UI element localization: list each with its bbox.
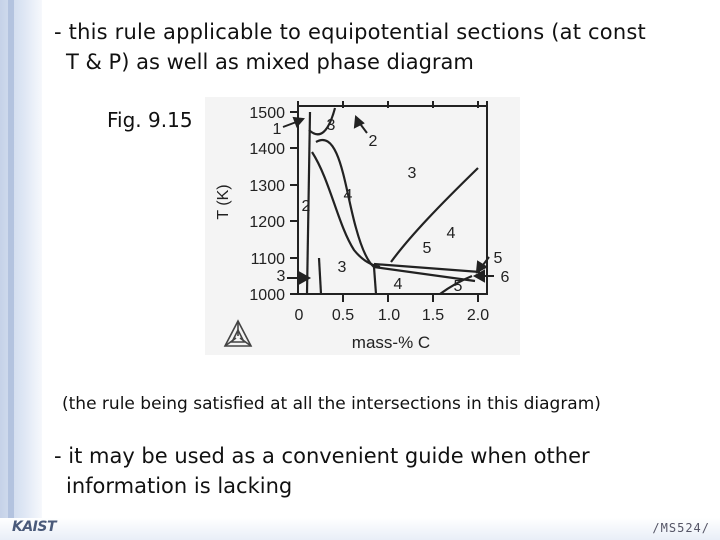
region-label-3-right: 3 (407, 165, 417, 182)
y-tick-1400: 1400 (249, 141, 285, 158)
kaist-logo: KAIST (12, 519, 57, 535)
callout-1: 1 (272, 121, 282, 138)
bullet-line-2: T & P) as well as mixed phase diagram (66, 50, 474, 74)
bullet-line-3: - it may be used as a convenient guide when other (54, 444, 590, 468)
y-tick-1000: 1000 (249, 287, 285, 304)
region-label-3-top: 3 (326, 117, 336, 134)
region-label-4-right: 4 (446, 225, 456, 242)
region-label-4-left: 4 (343, 187, 353, 204)
region-label-2: 2 (368, 133, 378, 150)
callout-3: 3 (276, 268, 286, 285)
x-tick-0.5: 0.5 (331, 307, 355, 324)
x-tick-1.5: 1.5 (421, 307, 445, 324)
region-label-4-bottom: 4 (393, 276, 403, 293)
figure-caption: (the rule being satisfied at all the intersections in this diagram) (62, 394, 601, 414)
region-label-5-bottom: 5 (453, 278, 463, 295)
callout-5: 5 (493, 250, 503, 267)
y-tick-1100: 1100 (250, 251, 285, 268)
x-tick-1.0: 1.0 (377, 307, 401, 324)
figure-label: Fig. 9.15 (107, 108, 193, 132)
y-tick-1200: 1200 (249, 214, 285, 231)
y-tick-1500: 1500 (249, 105, 285, 122)
y-tick-1300: 1300 (249, 178, 285, 195)
region-label-5-mid: 5 (422, 240, 432, 257)
bullet-line-4: information is lacking (66, 474, 293, 498)
x-tick-2.0: 2.0 (466, 307, 490, 324)
course-code: /MS524/ (652, 521, 710, 535)
region-label-2-left: 2 (301, 198, 311, 215)
x-tick-0: 0 (294, 307, 304, 324)
callout-6: 6 (500, 269, 510, 286)
y-axis-label: T (K) (215, 184, 232, 220)
x-axis-label: mass-% C (351, 333, 431, 352)
region-label-3-bottom: 3 (337, 259, 347, 276)
bullet-line-1: - this rule applicable to equipotential sections (at const (54, 20, 646, 44)
